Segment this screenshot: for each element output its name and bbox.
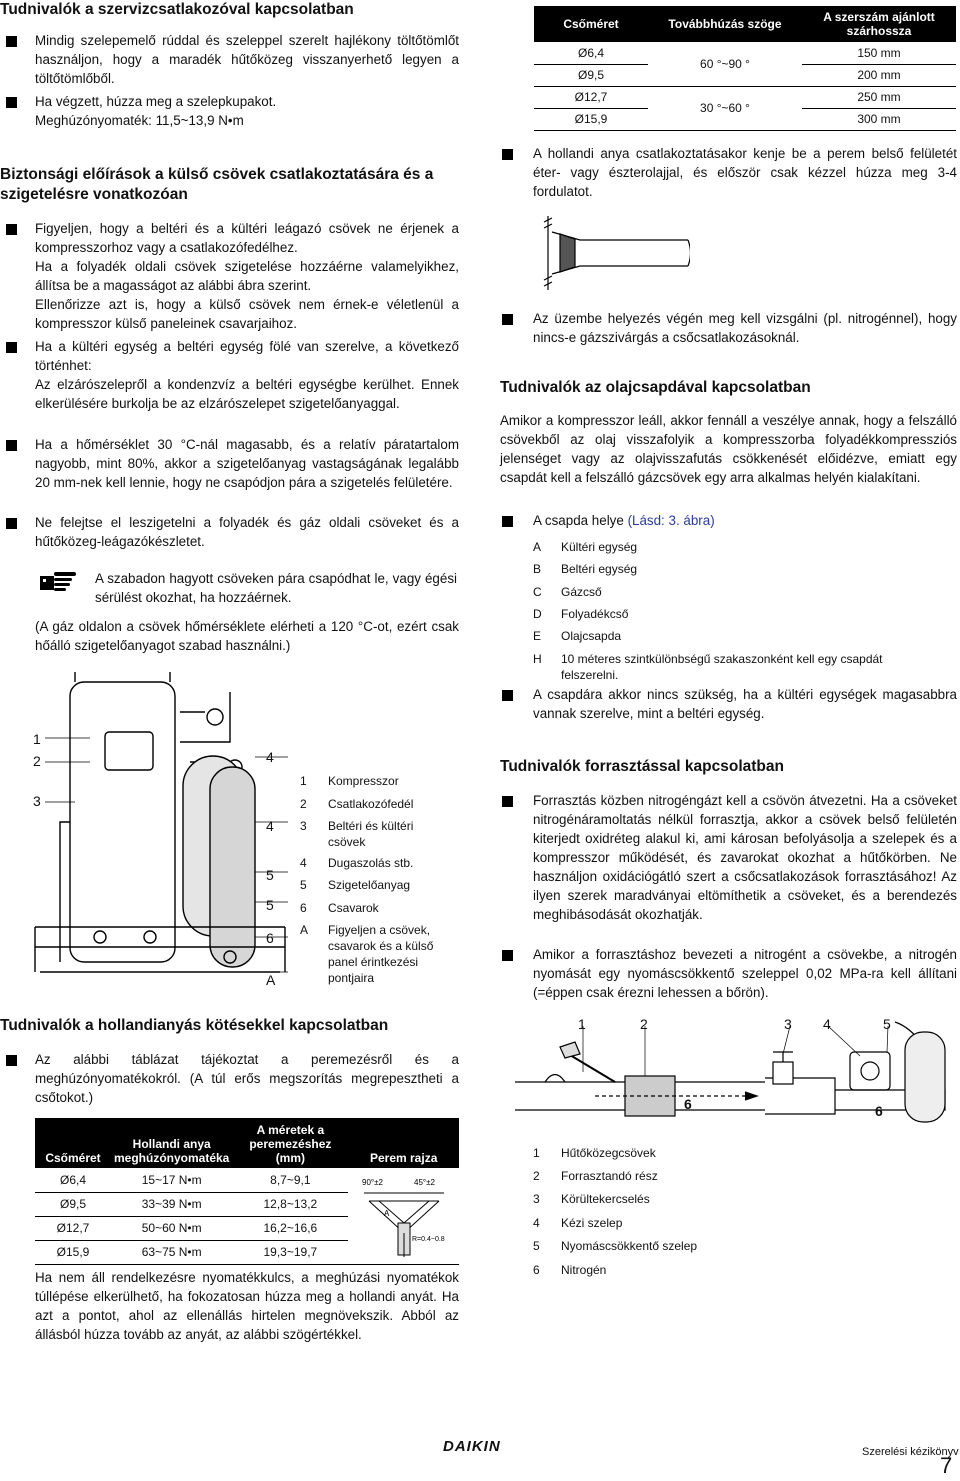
legend-item: 5 Nyomáscsökkentő szelep [533,1239,698,1253]
section-oil-trap-heading [500,378,960,398]
table-header: A méretek a peremezéshez (mm) [249,1123,332,1165]
bullet-text: Ha végzett, húzza meg a szelepkupakot. [35,94,277,109]
bullet-icon [6,36,17,47]
heading-flare: Tudnivalók a hollandianyás kötésekkel kapcsolatban [0,1017,389,1034]
note-text: (A gáz oldalon a csövek hőmérséklete elérheti a 120 °C-ot, ezért csak hőálló szigetelőanyagot szabad használni.) [35,619,459,653]
bullet-text: Meghúzónyomaték: 11,5~13,9 N•m [35,113,244,128]
flare-drawing [354,1171,454,1261]
note-hand-icon [38,568,78,594]
bullet-text: Ne felejtse el leszigetelni a folyadék és gáz oldali csöveket és a hűtőközeg-leágazókészletet. [35,515,459,549]
figure-label: 2 [33,753,41,769]
figure-label: 5 [266,867,274,883]
table-cell: Ø15,9 [56,1245,90,1259]
table-cell: Ø6,4 [59,1172,86,1187]
note-text: A szabadon hagyott csöveken pára csapódhat le, vagy égési sérülést okozhat, ha hozzáérnek. [95,571,457,605]
figure-compressor [30,672,290,994]
figure-reference-link[interactable]: (Lásd: 3. ábra) [627,513,715,528]
table-cell: 16,2~16,6 [263,1221,318,1235]
heading-oil-trap: Tudnivalók az olajcsapdával kapcsolatban [500,379,811,396]
heading-service-port: Tudnivalók a szervizcsatlakozóval kapcsolatban [0,1,354,18]
table-cell: 33~39 N•m [141,1197,202,1211]
bullet-icon [6,1055,17,1066]
figure-label: 3 [33,793,41,809]
brand-logo: DAIKIN [443,1438,501,1455]
table-row [35,1168,459,1192]
legend-item: 4 Kézi szelep [533,1216,623,1230]
bullet-text-main: A csapda helye [533,513,624,528]
table-header: Csőméret [45,1151,101,1165]
table-header: A szerszám ajánlott szárhossza [823,10,935,38]
bullet-icon [502,950,513,961]
legend-item: 3 Körültekercselés [533,1192,650,1206]
bullet-text: Az üzembe helyezés végén meg kell vizsgálni (pl. nitrogénnel), hogy nincs-e gázszivárgás a csőcsatlakozásoknál. [533,311,957,345]
bullet-icon [6,518,17,529]
figure-label: 1 [33,731,41,747]
flare-a-label: A [383,1209,390,1218]
table-header: Továbbhúzás szöge [668,17,782,31]
figure-label: 4 [266,749,274,765]
body-paragraph: Ha nem áll rendelkezésre nyomatékkulcs, a meghúzási nyomatékok túllépése elkerülhető, ha fokozatosan húzza meg a hollandi anyát. Ha azt a pontot, ahol az ellenállás hirtelen megnövekszik. Abból az állásból húzza tovább az anyát, az alábbi szögértékkel. [35,1270,459,1342]
bullet-icon [502,314,513,325]
figure-label: A [266,972,276,988]
table-cell: 250 mm [857,90,901,104]
figure-label: 1 [578,1016,586,1032]
table-cell: 12,8~13,2 [263,1197,318,1211]
legend-item: H 10 méteres szintkülönbségű szakaszonként kell egy csapdát felszerelni. [533,652,883,682]
bullet-text: Forrasztás közben nitrogéngázt kell a csövön átvezetni. Ha a csöveket nitrogénáramoltatás nélkül forrasztja, akkor a csövek belső felületén kiterjedt oxidréteg alakul ki, ami károsan befolyásolja a szelepek és a kompresszor működését, és zavarokat okozhat a hűtőkörben. Ne használjon oxidációgátló szert a csőcsatlakozások forrasztásához! Az ilyen szerek maradványai eltömíthetik a csöveket, és a berendezés meghibásodását okozhatják. [533,793,957,922]
table-cell: Ø12,7 [56,1221,90,1235]
bullet-icon [6,224,17,235]
legend-item: B Beltéri egység [533,562,638,576]
table-cell: Ø9,5 [59,1197,86,1211]
table-cell: 19,3~19,7 [263,1245,318,1259]
bullet-text: A csapdára akkor nincs szükség, ha a kültéri egységek magasabbra vannak szerelve, mint a beltéri egység. [533,687,957,721]
legend-item: E Olajcsapda [533,629,622,643]
table-cell: 63~75 N•m [141,1245,202,1259]
figure-label: 6 [266,930,274,946]
figure-label: 5 [266,897,274,913]
figure-flare-oil [530,212,690,294]
legend-item: 5 Szigetelőanyag [300,878,411,892]
bullet-icon [6,440,17,451]
legend-item: 1 Hűtőközegcsövek [533,1146,656,1160]
figure-label: 2 [640,1016,648,1032]
section-flare-heading [0,1016,470,1036]
bullet-text [533,511,715,530]
section-brazing-heading [500,757,960,777]
legend-item: A Kültéri egység [533,540,638,554]
table-cell: 50~60 N•m [141,1221,202,1235]
flare-angle1-label: 90°±2 [361,1178,383,1187]
legend-item: 2 Forrasztandó rész [533,1169,658,1183]
legend-item: C Gázcső [533,585,602,599]
bullet-icon [502,516,513,527]
section-safety-heading [0,165,465,205]
heading-brazing: Tudnivalók forrasztással kapcsolatban [500,758,784,775]
figure-label: 4 [266,818,274,834]
table-cell: 300 mm [857,112,901,126]
legend-item: 4 Dugaszolás stb. [300,856,414,870]
table-cell: 150 mm [857,45,901,60]
table-cell: Ø12,7 [574,90,608,104]
bullet-icon [502,690,513,701]
body-paragraph: Amikor a kompresszor leáll, akkor fennáll a veszélye annak, hogy a felszálló csövekből az olaj visszafolyik a kompresszorba folyadékkompressziós jelenséget vagy az olajvisszafutás csökkenését előidézve, emiatt egy csapdát kell a felszálló gázcsövek egy arra alkalmas helyén kialakítani. [500,413,957,485]
table-cell: 30 °~60 ° [648,86,802,130]
table-cell: 15~17 N•m [141,1172,202,1187]
table-cell: 60 °~90 ° [648,42,802,86]
table-header: Csőméret [563,17,619,31]
table-header: Perem rajza [369,1151,438,1165]
page-number: 7 [940,1453,953,1478]
legend-item: 2 Csatlakozófedél [300,797,414,811]
legend-item: D Folyadékcső [533,607,629,621]
legend-item: A Figyeljen a csövek, csavarok és a külső panel érintkezési pontjaira [300,923,434,985]
bullet-text: Ha a hőmérséklet 30 °C-nál magasabb, és a relatív páratartalom nagyobb, mint 80%, akkor a szigetelőanyag vastagságának legalább 20 mm-nek kell lennie, hogy ne csapódjon pára a szigetelés felületére. [35,437,459,490]
flare-r-label: R=0.4~0.8 [411,1236,445,1243]
flare-drawing-cell [348,1168,459,1264]
flare-angle2-label: 45°±2 [413,1178,435,1187]
legend-item: 6 Csavarok [300,901,379,915]
figure-label: 6 [684,1096,692,1112]
bullet-text: Ha a folyadék oldali csövek szigetelése hozzáérne valamelyikhez, állítsa be a magasságot az alábbi ábra szerint. [35,259,459,293]
bullet-icon [6,342,17,353]
bullet-icon [6,97,17,108]
bullet-text: A hollandi anya csatlakoztatásakor kenje be a perem belső felületét éter- vagy észterolajjal, és először csak kézzel húzza meg 3-4 fordulatot. [533,146,957,199]
legend-item: 3 Beltéri és kültéri csövek [300,819,414,849]
table-cell: Ø9,5 [577,68,604,82]
table-row [534,42,956,64]
table-header: Hollandi anya meghúzónyomatéka [114,1137,230,1165]
table-cell: Ø15,9 [574,112,608,126]
table-cell: 8,7~9,1 [270,1172,311,1187]
figure-label: 6 [875,1103,883,1119]
bullet-text: Az elzárószelepről a kondenzvíz a beltéri egységbe kerülhet. Ennek elkerülésére burkolja be az elzárószelepet szigetelőanyaggal. [35,377,459,411]
flare-torque-table [35,1118,459,1265]
bullet-icon [502,149,513,160]
tightening-angle-table [534,6,956,131]
heading-safety: Biztonsági előírások a külső csövek csatlakoztatására és a szigetelésre vonatkozóan [0,166,434,203]
table-cell: Ø6,4 [577,45,604,60]
bullet-text: Az alábbi táblázat tájékoztat a peremezésről és a meghúzónyomatékokról. (A túl erős megszorítás megrepesztheti a csőtokot.) [35,1052,459,1105]
figure-label: 3 [784,1016,792,1032]
figure-label: 4 [823,1016,831,1032]
footer-doc-title: Szerelési kézikönyv [862,1446,959,1458]
bullet-text: Figyeljen, hogy a beltéri és a kültéri leágazó csövek ne érjenek a kompresszorhoz vagy a csatlakozófedélhez. [35,221,459,255]
bullet-text: Amikor a forrasztáshoz bevezeti a nitrogént a csövekbe, a nitrogén nyomását egy nyomáscsökkentő szeleppel 0,02 MPa-ra kell állítani (=éppen csak érezni lehessen a bőrön). [533,947,957,1000]
table-cell: 200 mm [857,68,901,82]
figure-label: 5 [883,1016,891,1032]
table-row [534,86,956,108]
bullet-text: Ellenőrizze azt is, hogy a külső csövek nem érnek-e véletlenül a kompresszor külső paneleinek csavarjaihoz. [35,297,459,331]
legend-item: 6 Nitrogén [533,1263,607,1277]
section-service-port-heading [0,0,470,20]
bullet-text: Mindig szelepemelő rúddal és szeleppel szerelt hajlékony töltőtömlőt használjon, hogy a maradék hűtőközeg visszanyerhető legyen a töltőtömlőből. [35,33,459,86]
legend-item: 1 Kompresszor [300,774,399,788]
bullet-icon [502,796,513,807]
bullet-text: Ha a kültéri egység a beltéri egység fölé van szerelve, a következő történhet: [35,339,459,373]
